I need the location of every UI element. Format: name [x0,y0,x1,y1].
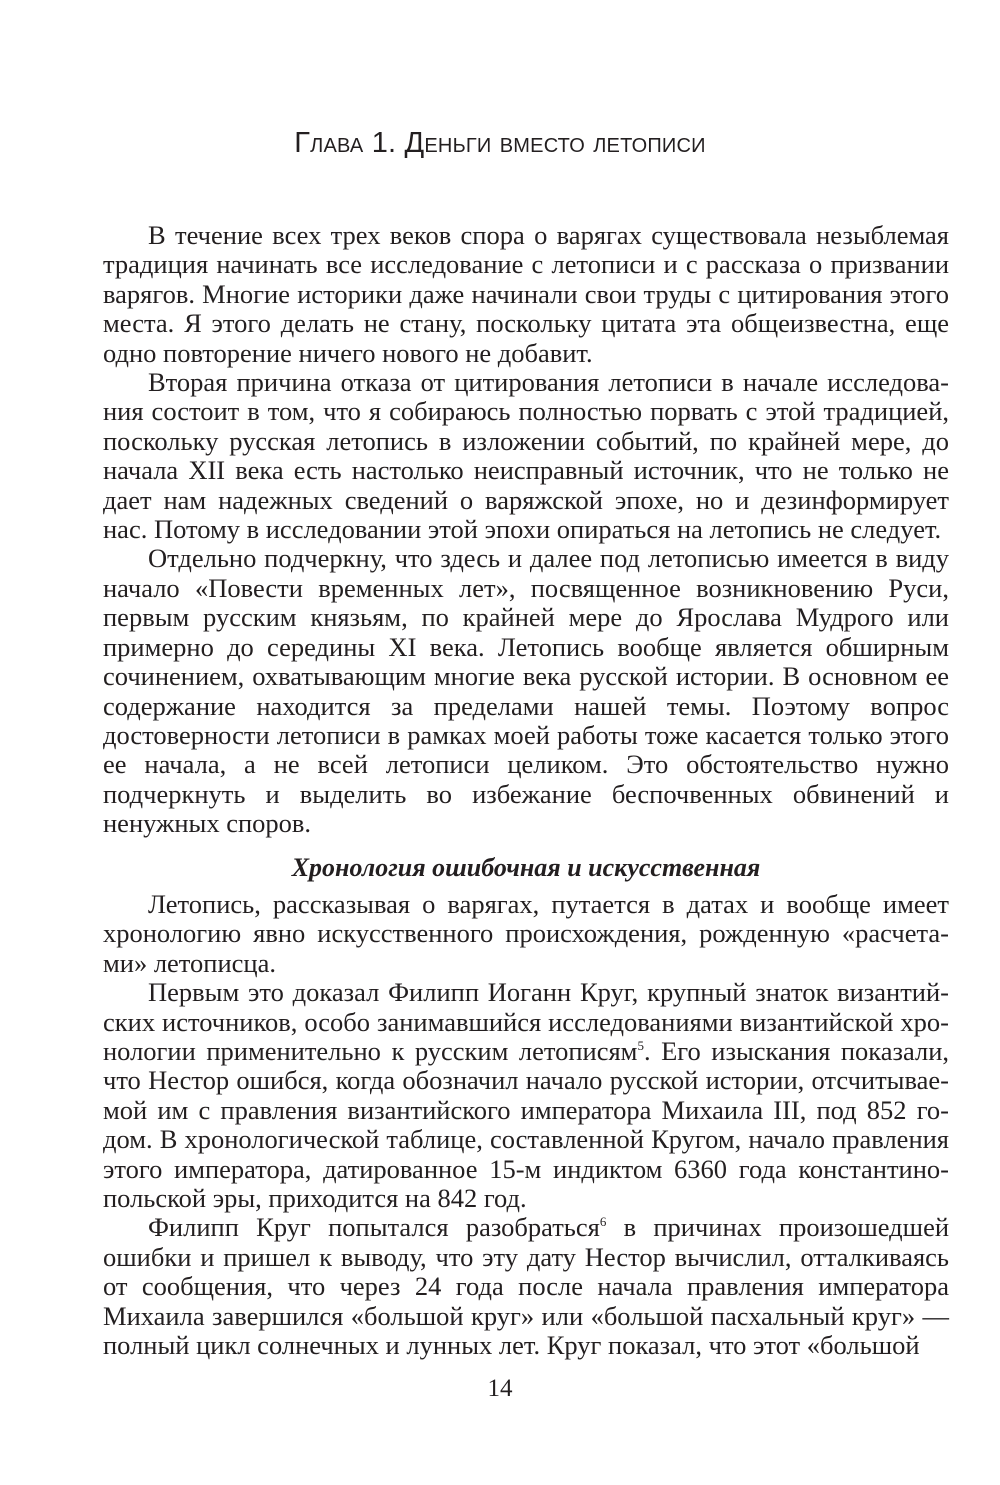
body-text [103,221,949,1360]
paragraph-text: Филипп Круг попытался разобраться [148,1212,600,1243]
paragraph: Отдельно подчеркну, что здесь и далее под летописью имеется в виду начало «Повести временных лет», посвященное возникновению Руси, первым русским князьям, по крайней мере до Ярослава Мудрого или примерно до середины XI века. Летопись вообще является обширным сочинением, охватывающим многие века русской истории. В основном ее содержание находится за пределами нашей темы. Поэтому вопрос достоверности летописи в рамках моей работы тоже касается только этого ее начала, а не всей летописи целиком. Это обстоятельство нужно подчеркнуть и выделить во избежание беспочвенных обвинений и ненужных споров. [103,543,949,839]
paragraph: Летопись, рассказывая о варягах, путается в датах и вообще имеет хронологию явно искусственного происхождения, рожденную «расчетами» летописца. [103,888,949,978]
chapter-title: Глава 1. Деньги вместо летописи [294,127,706,159]
footnote-marker[interactable]: 5 [637,1037,644,1053]
paragraph-text: Первым это доказал Филипп Иоганн Круг, крупный знаток византийских источников, особо занимавшийся исследованиями византийской хронологии применительно к русским летописям [103,977,949,1066]
page-number: 14 [487,1375,513,1402]
paragraph: Вторая причина отказа от цитирования летописи в начале исследования состоит в том, что я собираюсь полностью порвать с этой традицией, поскольку русская летопись в изложении событий, по крайней мере, до начала XII века есть настолько неисправный источник, что не только не дает нам надежных сведений о варяжской эпохе, но и дезинформирует нас. Потому в исследовании этой эпохи опираться на летопись не следует. [103,367,949,545]
paragraph [103,1213,949,1360]
paragraph: В течение всех трех веков спора о варягах существовала незыблемая традиция начинать все исследование с летописи и с рассказа о призвании варягов. Многие историки даже начинали свои труды с цитирования этого места. Я этого делать не стану, поскольку цитата эта общеизвестна, еще одно повторение ничего нового не добавит. [103,220,949,368]
paragraph-text: в причинах произошедшей ошибки и пришел к выводу, что эту дату Нестор вычислил, отталкиваясь от сообщения, что через 24 года после начала правления императора Михаила завершился «большой круг» или «большой пасхальный круг» — полный цикл солнечных и лунных лет. Круг показал, что этот «большой [103,1212,950,1361]
section-title: Хронология ошибочная и искусственная [291,852,761,882]
footnote-marker[interactable]: 6 [599,1214,607,1230]
paragraph-text: . Его изыскания показали, что Нестор ошибся, когда обозначил начало русской истории, отсчитываемой им с правления византийского императора Михаила III, под 852 годом. В хронологической таблице, составленной Кругом, начало правления этого императора, датированное 15-м индиктом 6360 года константинопольской эры, приходится на 842 год. [103,1035,949,1213]
paragraph [103,978,949,1213]
